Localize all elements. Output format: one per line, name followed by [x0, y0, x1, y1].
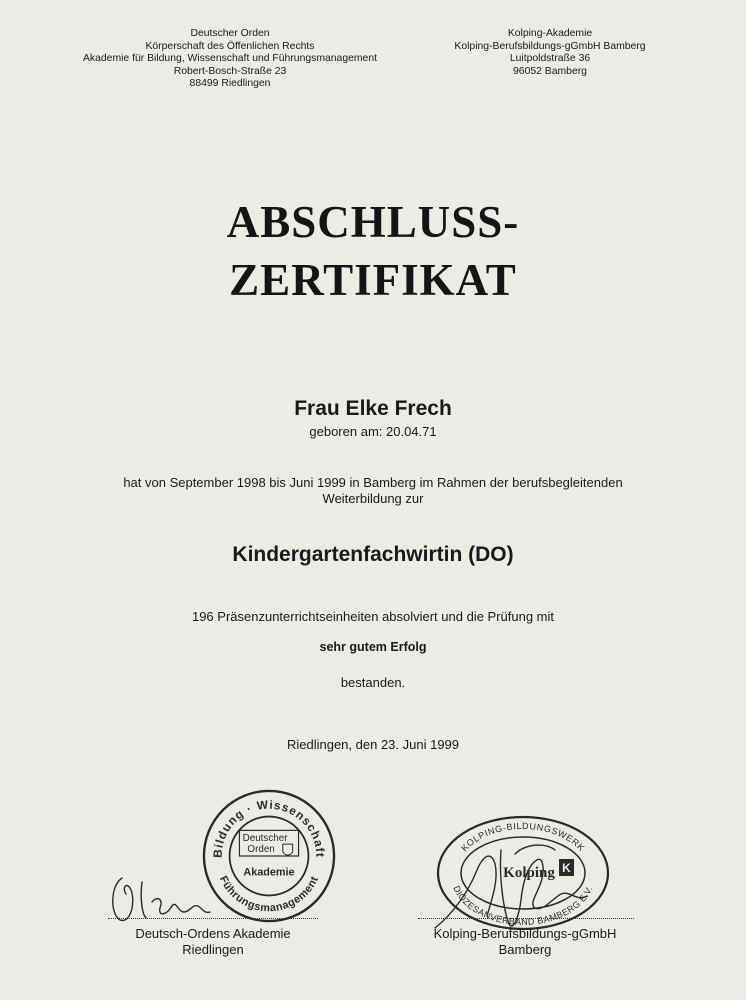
signature-line-right [418, 918, 634, 919]
stamp-left-ring-top: Bildung · Wissenschaft [210, 797, 328, 859]
svg-text:Führungsmanagement [217, 874, 321, 914]
stamp-right-brand: Kolping [503, 865, 555, 881]
signature-caption-line: Riedlingen [182, 942, 244, 957]
signature-caption-right [400, 926, 650, 958]
signature-right [425, 820, 625, 940]
recipient-name: Frau Elke Frech [294, 397, 452, 420]
stamp-left-inner-line-1: Deutscher [242, 833, 288, 845]
issuer-right-line: Kolping-Akademie [507, 28, 593, 39]
body-text-line-2: Weiterbildung zur [322, 491, 424, 506]
issuer-right-line: Luitpoldstraße 36 [509, 53, 591, 65]
issuer-left-line: 88499 Riedlingen [189, 78, 271, 90]
kolping-logo-letter: K [562, 861, 571, 875]
certificate-title-line-1: ABSCHLUSS- [226, 197, 520, 247]
recipient-birthdate: geboren am: 20.04.71 [309, 424, 437, 439]
stamp-left-ring-bottom: Führungsmanagement [216, 874, 322, 915]
issuer-right-line: Kolping-Berufsbildungs-gGmbH Bamberg [454, 40, 646, 52]
stamp-right-ring-top: KOLPING-BILDUNGSWERK [459, 820, 587, 854]
issuer-left-line: Körperschaft des Öffenlichen Rechts [145, 40, 315, 52]
signature-caption-line: Bamberg [498, 942, 552, 957]
stamp-left-inner-line-3: Akademie [243, 866, 295, 879]
signature-left [102, 858, 222, 930]
issuer-left-line: Deutscher Orden [190, 28, 270, 39]
passed-statement: bestanden. [340, 675, 406, 690]
stamp-right-ring-bottom: DIÖZESANVERBAND BAMBERG E.V. [451, 884, 595, 928]
qualification-title: Kindergartenfachwirtin (DO) [232, 543, 514, 566]
signature-caption-line: Kolping-Berufsbildungs-gGmbH [433, 926, 617, 941]
place-and-date: Riedlingen, den 23. Juni 1999 [286, 737, 460, 752]
issuer-right-address [440, 28, 660, 78]
certificate-title-line-2: ZERTIFIKAT [229, 255, 517, 305]
exam-grade: sehr gutem Erfolg [319, 640, 427, 654]
signature-line-left [108, 918, 318, 919]
shield-icon [283, 844, 293, 855]
hours-statement: 196 Präsenzunterrichtseinheiten absolviert und die Prüfung mit [191, 609, 555, 624]
issuer-left-line: Robert-Bosch-Straße 23 [173, 65, 287, 77]
body-text-line-1: hat von September 1998 bis Juni 1999 in Bamberg im Rahmen der berufsbegleitenden [123, 475, 623, 490]
issuer-left-line: Akademie für Bildung, Wissenschaft und Führungsmanagement [83, 53, 377, 65]
signature-caption-left [98, 926, 328, 958]
signature-caption-line: Deutsch-Ordens Akademie [135, 926, 291, 941]
issuer-right-line: 96052 Bamberg [513, 65, 587, 77]
issuer-left-address [80, 28, 380, 91]
stamp-left-inner-line-2: Orden [247, 844, 275, 856]
